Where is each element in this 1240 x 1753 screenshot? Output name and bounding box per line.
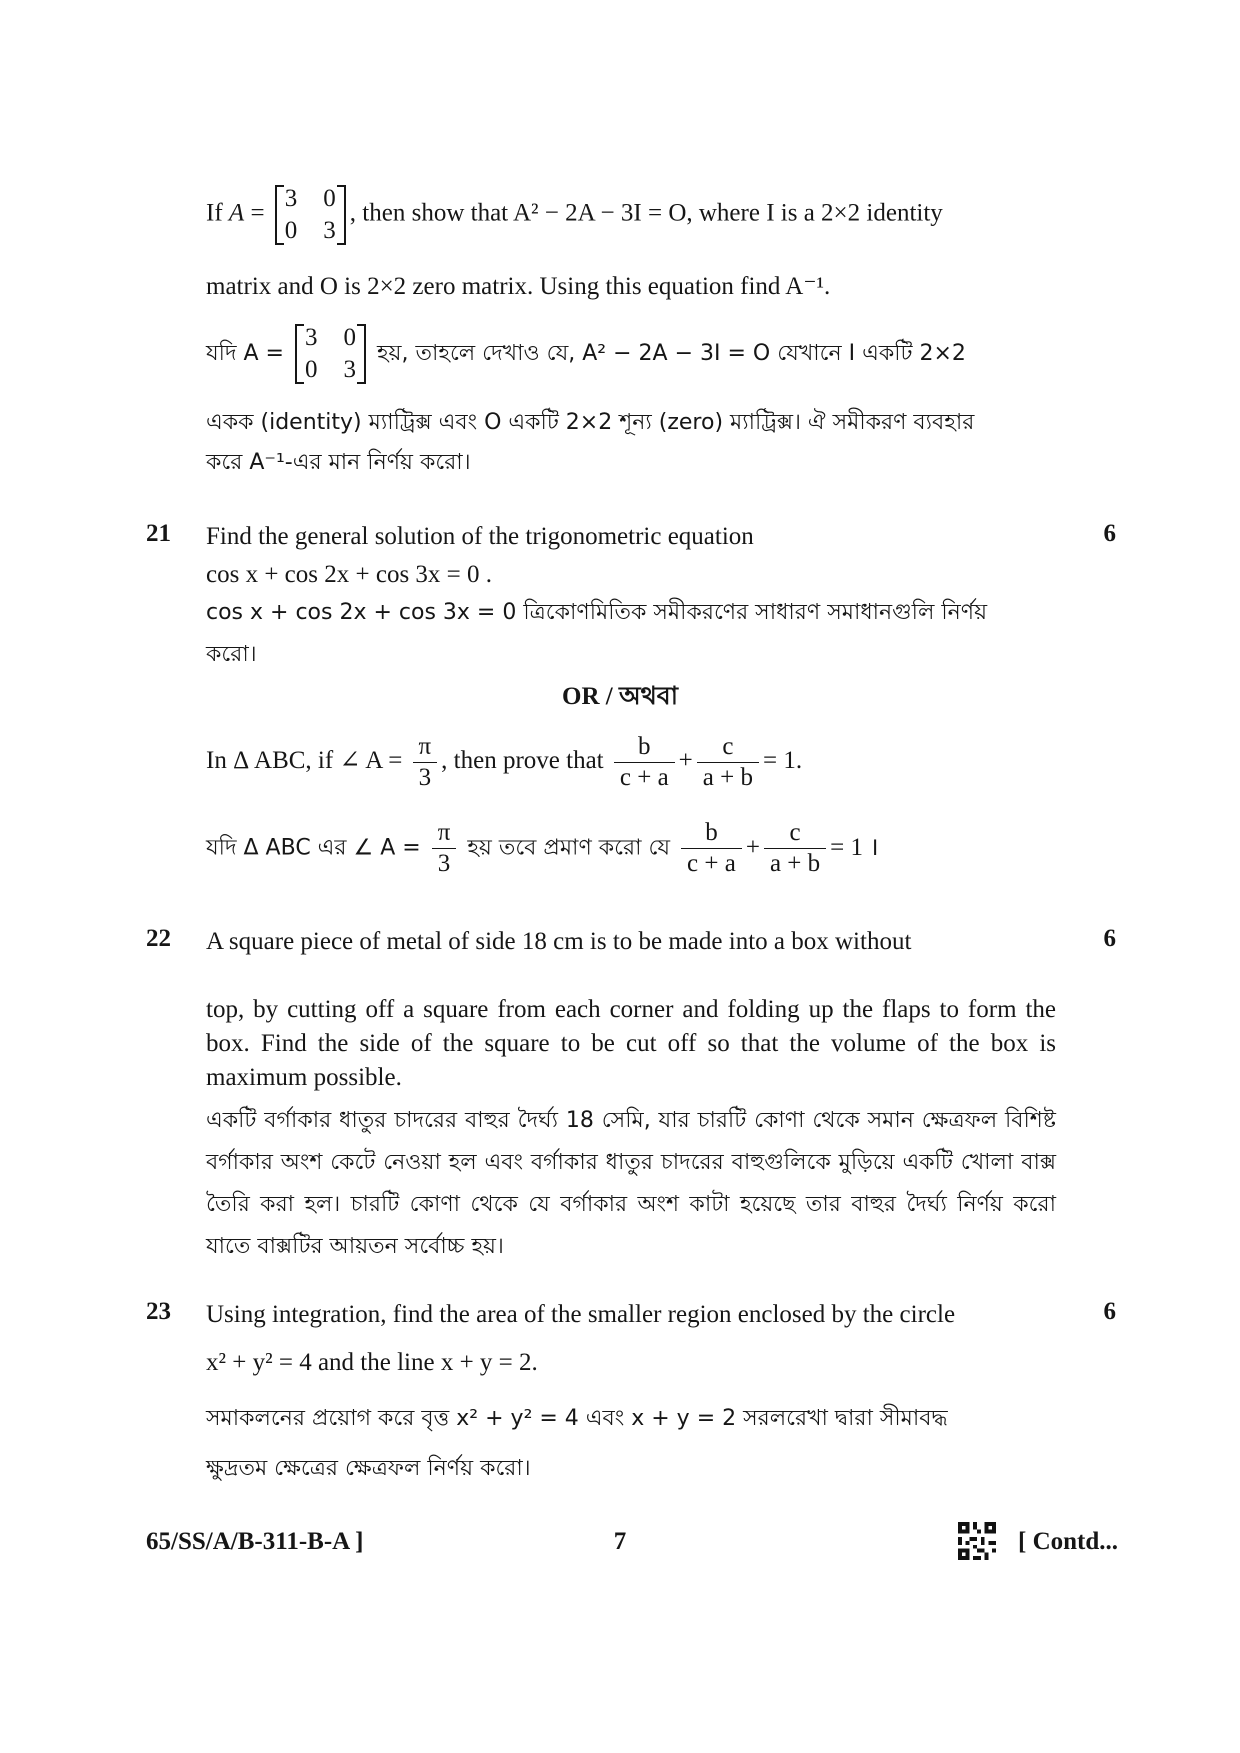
q20-if: If	[206, 199, 223, 227]
frac-num: c	[697, 732, 759, 763]
q21-english-line1: Find the general solution of the trigonometric equation	[206, 523, 754, 550]
matrix-cell: 0	[343, 324, 356, 351]
q22-marks: 6	[1103, 925, 1116, 952]
q23-english-line2: x² + y² = 4 and the line x + y = 2.	[206, 1349, 538, 1376]
q20-bn-statement: হয়, তাহলে দেখাও যে, A² − 2A − 3I = O যেখানে I একটি 2×2	[377, 341, 966, 366]
q21-alt-en-end: = 1.	[762, 747, 803, 775]
fraction-b	[681, 818, 742, 879]
q20-bn-if: যদি A =	[206, 341, 284, 366]
frac-den: a + b	[769, 850, 821, 878]
frac-den: a + b	[702, 764, 753, 791]
matrix-cell: 0	[284, 217, 298, 244]
fraction-c	[764, 818, 826, 879]
q21-alt-english	[206, 732, 1066, 793]
frac-num: c	[764, 818, 826, 849]
q21-english-line2: cos x + cos 2x + cos 3x = 0 .	[206, 561, 493, 588]
frac-den: 3	[437, 850, 451, 877]
q20-bn-matrix	[295, 322, 366, 386]
q23-number: 23	[146, 1298, 171, 1325]
plus-sign: +	[745, 833, 760, 861]
q23-bengali-line1: সমাকলনের প্রয়োগ করে বৃত্ত x² + y² = 4 এবং x + y = 2 সরলরেখা দ্বারা সীমাবদ্ধ	[206, 1406, 948, 1431]
matrix-cell: 3	[323, 217, 336, 244]
q20-matrix	[275, 183, 346, 247]
q21-alt-bn-end: = 1 ।	[830, 833, 879, 861]
footer-page-number: 7	[613, 1528, 627, 1555]
q21-alt-bn-condition: যদি Δ ABC এর ∠ A =	[206, 835, 421, 861]
matrix-cell: 3	[284, 185, 298, 212]
frac-den: c + a	[619, 764, 669, 791]
q21-bengali-line2: করো।	[206, 642, 257, 667]
q23-bengali-line2: ক্ষুদ্রতম ক্ষেত্রের ক্ষেত্রফল নির্ণয় করো।	[206, 1456, 531, 1481]
frac-num: π	[432, 818, 457, 849]
q22-english-paragraph: top, by cutting off a square from each corner and folding up the flaps to form the box. Find the side of the square to be cut off so that the volume of the box is maximum possible.	[206, 996, 1056, 1091]
q21-marks: 6	[1103, 520, 1116, 547]
fraction-pi-over-3	[413, 732, 438, 793]
q21-bengali-line1: cos x + cos 2x + cos 3x = 0 ত্রিকোণমিতিক সমীকরণের সাধারণ সমাধানগুলি নির্ণয়	[206, 600, 988, 625]
q20-bengali-line2: একক (identity) ম্যাট্রিক্স এবং O একটি 2×2 শূন্য (zero) ম্যাট্রিক্স। ঐ সমীকরণ ব্যবহার	[206, 410, 975, 435]
fraction-pi-over-3	[432, 818, 457, 879]
frac-den: c + a	[687, 850, 736, 878]
frac-num: b	[681, 818, 742, 849]
matrix-cell: 0	[323, 185, 336, 212]
q21-alt-bengali	[206, 818, 1066, 879]
q22-bengali-paragraph: একটি বর্গাকার ধাতুর চাদরের বাহুর দৈর্ঘ্য 18 সেমি, যার চারটি কোণা থেকে সমান ক্ষেত্রফল বিশিষ্ট বর্গাকার অংশ কেটে নেওয়া হল এবং বর্গাকার ধাতুর চাদরের বাহুগুলিকে মুড়িয়ে একটি খোলা বাক্স তৈরি করা হল। চারটি কোণা থেকে যে বর্গাকার অংশ কাটা হয়েছে তার বাহুর দৈর্ঘ্য নির্ণয় করো যাতে বাক্সটির আয়তন সর্বোচ্চ হয়।	[206, 1108, 1056, 1259]
q20-bengali-line1	[206, 322, 1066, 386]
q21-number: 21	[146, 520, 171, 547]
matrix-cell: 3	[305, 324, 318, 351]
qr-code-icon	[958, 1522, 996, 1560]
q20-statement: , then show that A² − 2A − 3I = O, where I is a 2×2 identity	[349, 199, 943, 227]
q21-alt-en-condition: In Δ ABC, if ∠ A =	[206, 747, 403, 775]
matrix-cell: 0	[305, 356, 318, 383]
q23-marks: 6	[1103, 1298, 1116, 1325]
q22-number: 22	[146, 925, 171, 952]
q20-english-line2: matrix and O is 2×2 zero matrix. Using this equation find A⁻¹.	[206, 273, 831, 300]
frac-den: 3	[418, 764, 432, 791]
fraction-b	[614, 732, 675, 793]
matrix-cell: 3	[343, 356, 356, 383]
q20-bengali-line3: করে A⁻¹-এর মান নির্ণয় করো।	[206, 450, 471, 475]
q21-alt-bn-mid: হয় তবে প্রমাণ করো যে	[467, 835, 671, 861]
q23-english-line1: Using integration, find the area of the smaller region enclosed by the circle	[206, 1301, 956, 1328]
frac-num: π	[413, 732, 438, 763]
q21-alt-en-mid: , then prove that	[441, 747, 604, 775]
frac-num: b	[614, 732, 675, 763]
q20-english-line1: If A = 3 0 0 3 , then show that A² − 2A − 3I = O, where I is a 2×2 identity	[206, 183, 1066, 247]
q22-english-line1: A square piece of metal of side 18 cm is to be made into a box without	[206, 928, 912, 955]
footer-paper-code: 65/SS/A/B-311-B-A ]	[146, 1528, 364, 1555]
plus-sign: +	[678, 747, 693, 775]
fraction-c	[697, 732, 759, 793]
or-separator: OR / অথবা	[562, 683, 678, 710]
footer-contd: [ Contd...	[1018, 1528, 1119, 1555]
